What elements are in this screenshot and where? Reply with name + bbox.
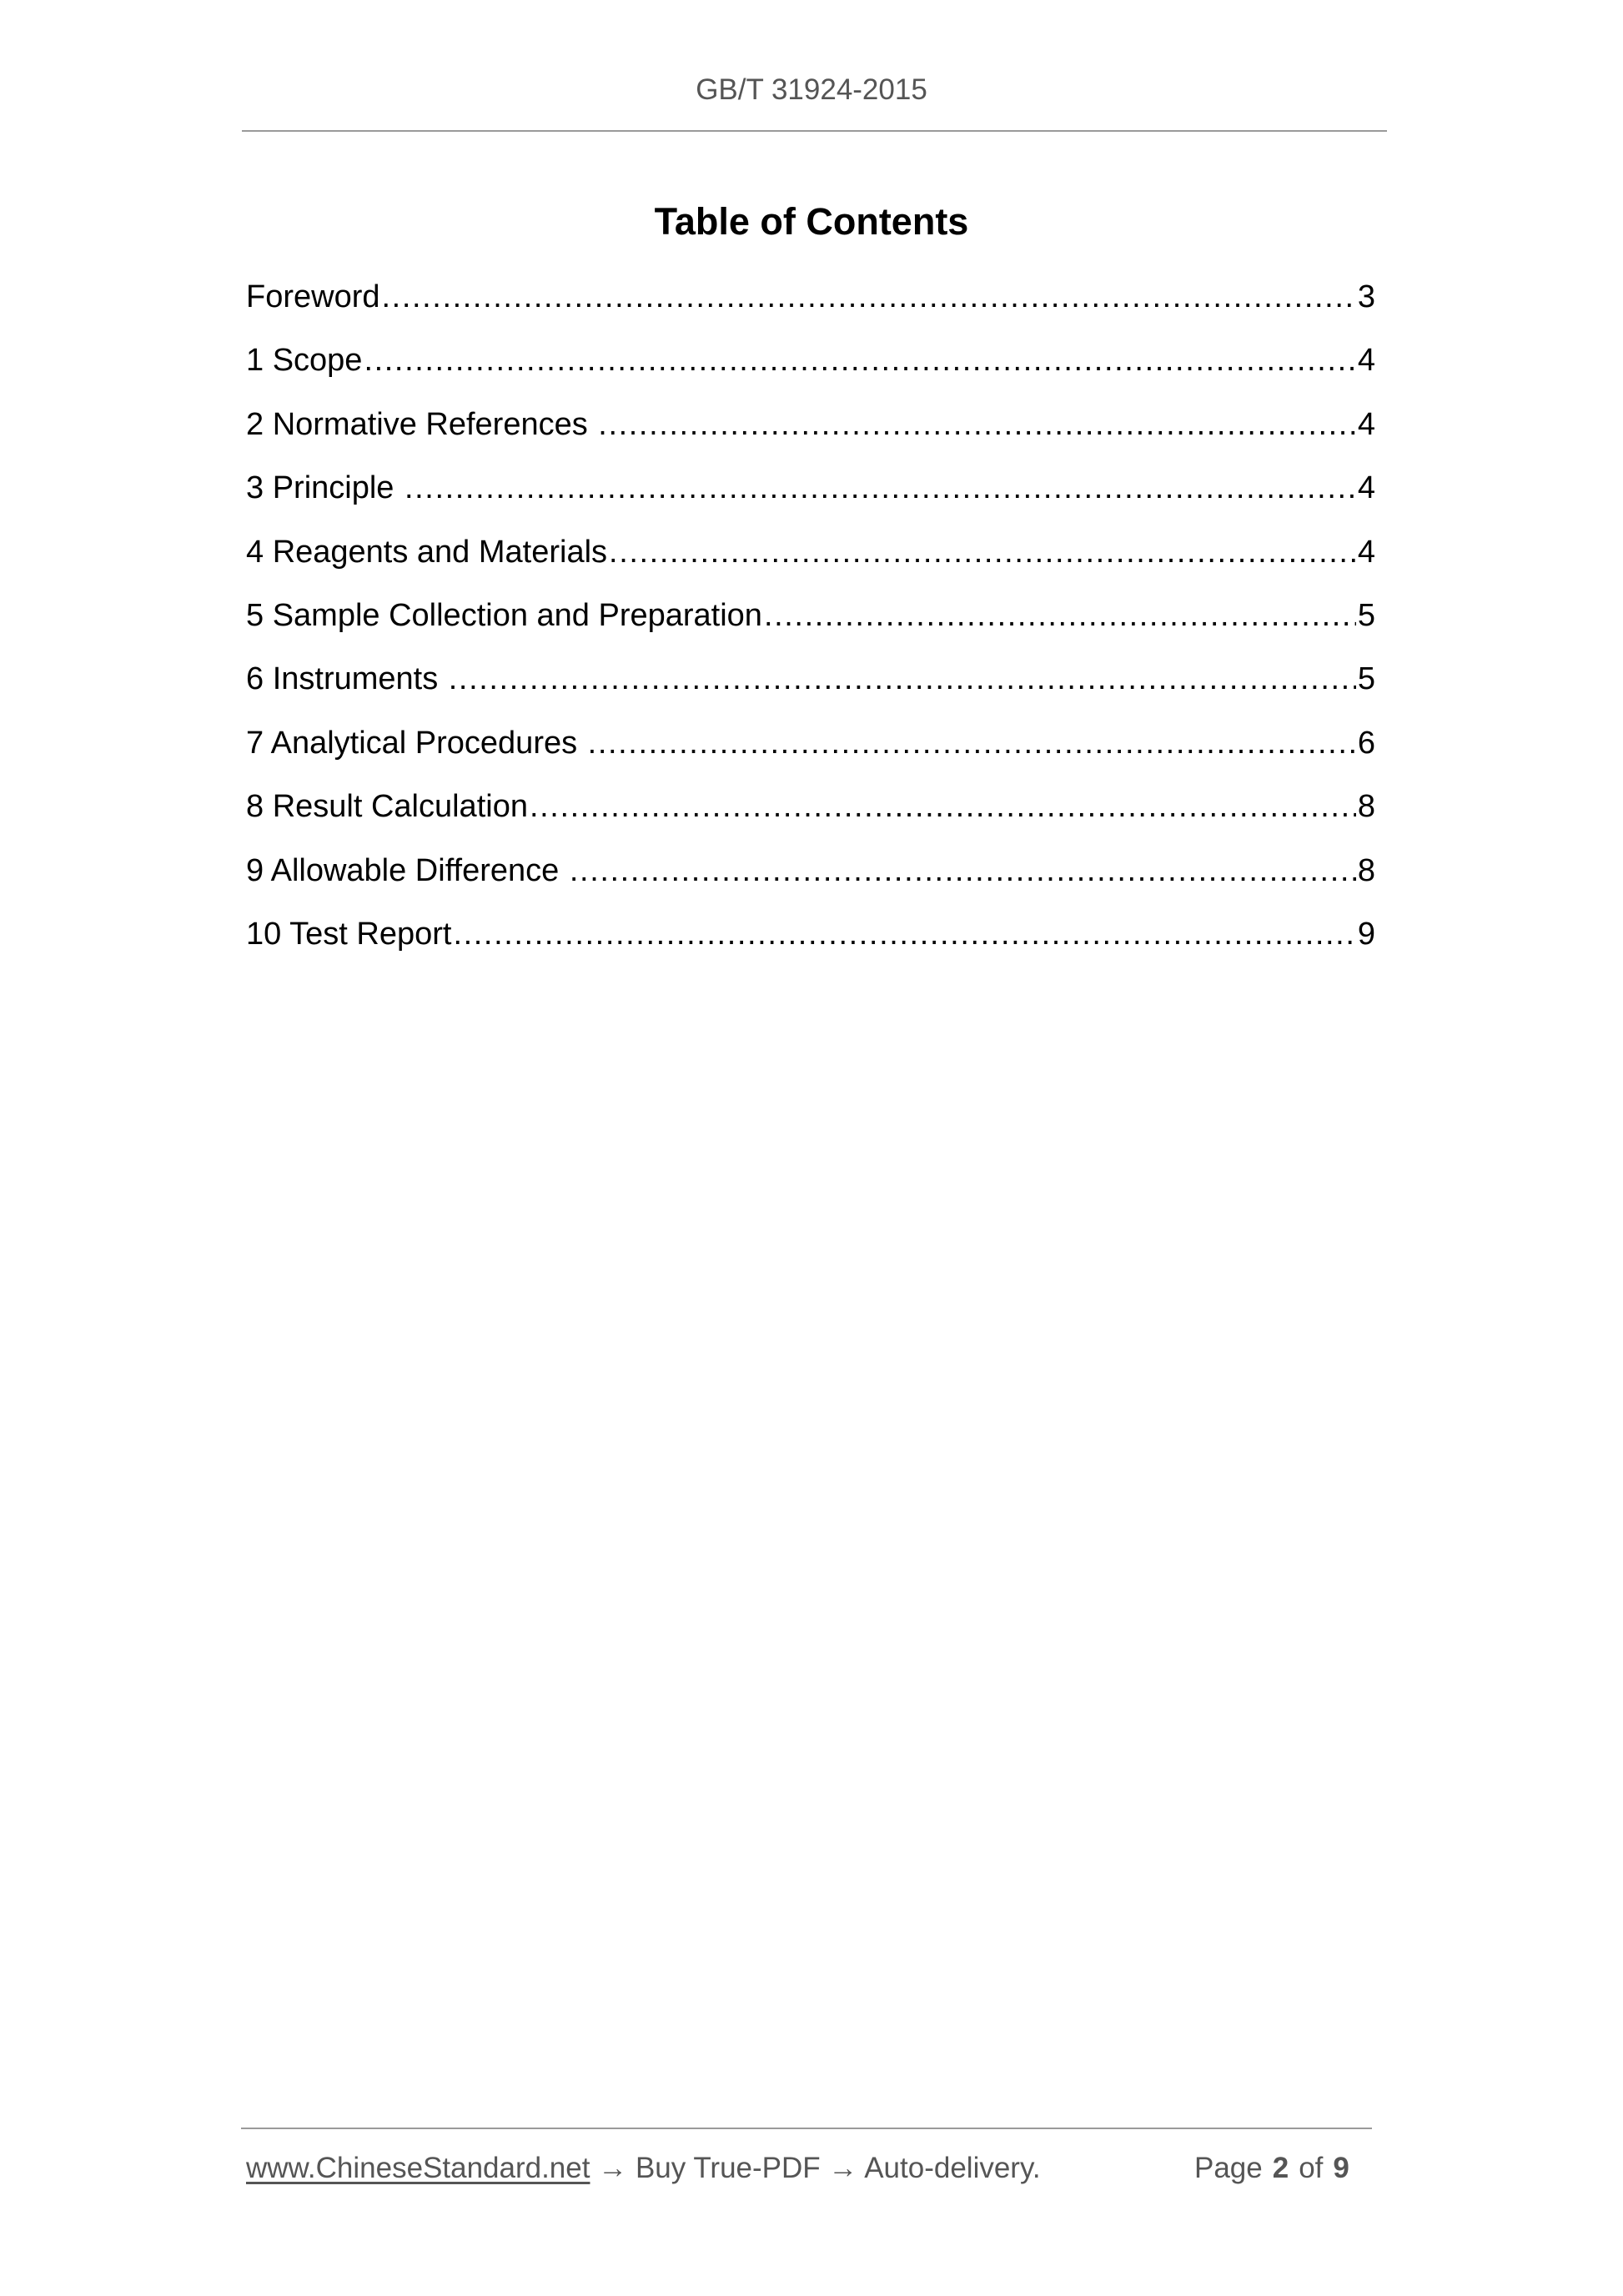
page-indicator	[1194, 2152, 1349, 2185]
footer-divider	[241, 2128, 1372, 2129]
toc-leader-dots	[609, 534, 1356, 570]
toc-entry-label: 8 Result Calculation	[246, 789, 528, 825]
toc-entry-label: 9 Allowable Difference	[246, 852, 568, 888]
toc-leader-dots	[570, 852, 1356, 889]
toc-entry-principle[interactable]	[246, 470, 1375, 533]
document-id-header	[0, 73, 1623, 107]
footer-promo	[246, 2152, 1041, 2185]
toc-leader-dots	[764, 597, 1356, 634]
toc-entry-analytical-procedures[interactable]	[246, 725, 1375, 788]
header-divider	[242, 130, 1387, 132]
toc-entry-sample-collection[interactable]	[246, 597, 1375, 661]
toc-entry-foreword[interactable]	[246, 279, 1375, 342]
toc-leader-dots	[588, 725, 1356, 761]
table-of-contents	[246, 279, 1375, 979]
toc-entry-page: 8	[1357, 789, 1375, 825]
toc-entry-label: Foreword	[246, 279, 380, 314]
toc-entry-label: 2 Normative References	[246, 406, 597, 442]
toc-entry-page: 5	[1357, 661, 1375, 697]
toc-entry-page: 4	[1357, 406, 1375, 442]
toc-entry-page: 4	[1357, 470, 1375, 506]
toc-entry-page: 6	[1357, 725, 1375, 761]
total-page-count: 9	[1333, 2152, 1349, 2184]
toc-leader-dots	[382, 279, 1356, 315]
toc-leader-dots	[598, 406, 1356, 443]
toc-entry-instruments[interactable]	[246, 661, 1375, 724]
toc-entry-page: 5	[1357, 597, 1375, 633]
document-id: GB/T 31924-2015	[696, 73, 927, 106]
toc-leader-dots	[404, 470, 1356, 506]
toc-leader-dots	[449, 661, 1356, 697]
toc-entry-label: 1 Scope	[246, 343, 363, 379]
page-word: Page	[1194, 2152, 1263, 2184]
toc-entry-label: 10 Test Report	[246, 916, 452, 952]
toc-entry-allowable-difference[interactable]	[246, 852, 1375, 916]
toc-entry-label: 5 Sample Collection and Preparation	[246, 597, 762, 633]
toc-entry-page: 9	[1357, 916, 1375, 952]
toc-leader-dots	[364, 342, 1355, 379]
toc-leader-dots	[453, 916, 1355, 952]
arrow-right-icon: →	[828, 2152, 858, 2184]
toc-entry-scope[interactable]	[246, 342, 1375, 405]
page-title: Table of Contents	[654, 200, 969, 243]
arrow-right-icon: →	[598, 2152, 628, 2184]
toc-entry-test-report[interactable]	[246, 916, 1375, 979]
toc-entry-page: 4	[1357, 343, 1375, 379]
delivery-text: Auto-delivery.	[864, 2152, 1041, 2184]
current-page-number: 2	[1272, 2152, 1289, 2184]
buy-text: Buy True-PDF	[635, 2152, 821, 2184]
toc-entry-page: 8	[1357, 852, 1375, 888]
website-link[interactable]: www.ChineseStandard.net	[246, 2152, 590, 2184]
toc-entry-page: 4	[1357, 534, 1375, 570]
of-word: of	[1299, 2152, 1324, 2184]
toc-entry-label: 3 Principle	[246, 470, 403, 506]
toc-entry-normative-references[interactable]	[246, 406, 1375, 470]
toc-entry-label: 6 Instruments	[246, 661, 447, 697]
toc-entry-reagents-and-materials[interactable]	[246, 534, 1375, 597]
toc-entry-page: 3	[1357, 279, 1375, 314]
toc-leader-dots	[530, 788, 1356, 825]
toc-entry-result-calculation[interactable]	[246, 788, 1375, 852]
toc-entry-label: 7 Analytical Procedures	[246, 725, 586, 761]
toc-entry-label: 4 Reagents and Materials	[246, 534, 608, 570]
